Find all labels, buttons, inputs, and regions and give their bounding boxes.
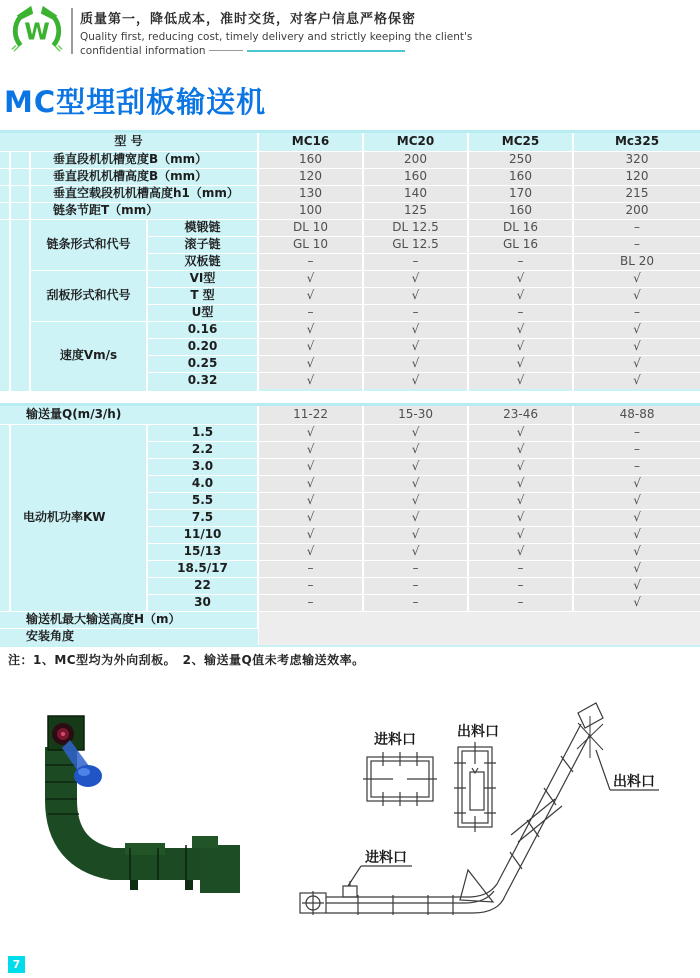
cell: 120 — [573, 169, 700, 186]
cell: √ — [258, 459, 363, 476]
cell: √ — [468, 493, 573, 510]
sub-label: 22 — [147, 578, 258, 595]
cell: √ — [363, 544, 468, 561]
cell: √ — [468, 442, 573, 459]
cell: – — [363, 305, 468, 322]
sub-label: U型 — [147, 305, 258, 322]
cell: √ — [363, 459, 468, 476]
cell: – — [258, 578, 363, 595]
cell: √ — [468, 425, 573, 442]
cell: GL 10 — [258, 237, 363, 254]
table-note: 注：1、MC型均为外向刮板。 2、输送量Q值未考虑输送效率。 — [8, 653, 365, 667]
sub-label: 7.5 — [147, 510, 258, 527]
page-title: MC型埋刮板输送机 — [4, 85, 267, 119]
cell: √ — [363, 476, 468, 493]
row-label: 垂直段机机槽宽度B（mm） — [30, 152, 258, 169]
cell: 215 — [573, 186, 700, 203]
logo-mark-right — [55, 45, 62, 51]
cell: √ — [468, 356, 573, 373]
cell: √ — [468, 373, 573, 391]
cell: – — [363, 561, 468, 578]
table-row — [0, 322, 700, 339]
sub-label: T 型 — [147, 288, 258, 305]
model-mc25: MC25 — [468, 132, 573, 152]
cell: √ — [258, 527, 363, 544]
cell: √ — [573, 561, 700, 578]
model-mc325: Mc325 — [573, 132, 700, 152]
row-label: 垂直空载段机机槽高度h1（mm） — [30, 186, 258, 203]
header-slogans — [80, 8, 640, 58]
capacity-range: 23-46 — [468, 405, 573, 425]
cell: – — [573, 305, 700, 322]
cell: √ — [363, 527, 468, 544]
table-row — [0, 271, 700, 288]
cell: √ — [258, 510, 363, 527]
cell: √ — [258, 322, 363, 339]
cell: √ — [573, 288, 700, 305]
inlet-top-label: 进料口 — [374, 732, 416, 748]
cell: – — [363, 595, 468, 612]
capacity-label: 输送量Q(m/3/h) — [0, 405, 258, 425]
spec-table-capacity — [0, 403, 700, 647]
logo-w-letter: W — [24, 19, 50, 46]
group-label-chain: 链条形式和代号 — [30, 220, 147, 271]
table-row — [0, 169, 700, 186]
table-row — [0, 203, 700, 220]
incline-section — [497, 724, 590, 896]
cell: GL 16 — [468, 237, 573, 254]
cell: √ — [258, 442, 363, 459]
cell: √ — [363, 288, 468, 305]
page-header — [0, 0, 700, 70]
cell: – — [258, 254, 363, 271]
cell: DL 10 — [258, 220, 363, 237]
cell: 320 — [573, 152, 700, 169]
cell: – — [258, 595, 363, 612]
cell: √ — [468, 322, 573, 339]
cell: √ — [468, 510, 573, 527]
cell: – — [573, 425, 700, 442]
cell: √ — [258, 476, 363, 493]
cell: √ — [363, 493, 468, 510]
cell: DL 12.5 — [363, 220, 468, 237]
sub-label: 1.5 — [147, 425, 258, 442]
sub-label: 5.5 — [147, 493, 258, 510]
cell: 200 — [363, 152, 468, 169]
cell: 130 — [258, 186, 363, 203]
cell: 160 — [258, 152, 363, 169]
cell: √ — [468, 459, 573, 476]
logo-left-arc — [15, 17, 20, 46]
row-label: 垂直段机机槽高度B（mm） — [30, 169, 258, 186]
cell: √ — [573, 373, 700, 391]
row-label: 安装角度 — [0, 629, 258, 647]
cell: √ — [573, 527, 700, 544]
table-row — [0, 612, 700, 629]
cell: √ — [258, 493, 363, 510]
cell: – — [468, 305, 573, 322]
cell: GL 12.5 — [363, 237, 468, 254]
cell: √ — [363, 425, 468, 442]
table-row — [0, 152, 700, 169]
cell: √ — [468, 288, 573, 305]
cell: DL 16 — [468, 220, 573, 237]
cell: √ — [573, 339, 700, 356]
cell: – — [258, 561, 363, 578]
slogan-chinese: 质量第一，降低成本，准时交货，对客户信息严格保密 — [80, 12, 417, 27]
cell: – — [573, 220, 700, 237]
cell: 100 — [258, 203, 363, 220]
row-label: 链条节距T（mm） — [30, 203, 258, 220]
outlet-top-view — [454, 742, 496, 832]
spec-table-main — [0, 130, 700, 391]
cell: √ — [468, 544, 573, 561]
cell: √ — [573, 271, 700, 288]
conveyor-chute — [45, 747, 240, 893]
cell: √ — [258, 356, 363, 373]
cell: √ — [258, 544, 363, 561]
sub-label: 0.32 — [147, 373, 258, 391]
slogan-english-line2: confidential information — [80, 44, 206, 57]
cell: √ — [468, 527, 573, 544]
cell: √ — [258, 288, 363, 305]
inlet-top-view — [363, 752, 437, 806]
inlet-side-label: 进料口 — [365, 850, 407, 866]
outlet-top-label: 出料口 — [457, 724, 499, 740]
model-header-row — [0, 132, 700, 152]
sub-label: 2.2 — [147, 442, 258, 459]
cell: 120 — [258, 169, 363, 186]
cell: √ — [363, 356, 468, 373]
motor — [74, 765, 102, 787]
cell: √ — [258, 373, 363, 391]
cell: – — [363, 578, 468, 595]
cell: – — [468, 578, 573, 595]
model-mc16: MC16 — [258, 132, 363, 152]
cell: √ — [573, 322, 700, 339]
capacity-range: 11-22 — [258, 405, 363, 425]
empty-cell — [258, 612, 700, 647]
cell: √ — [573, 356, 700, 373]
cell: 200 — [573, 203, 700, 220]
cell: – — [258, 305, 363, 322]
sub-label: 0.20 — [147, 339, 258, 356]
cell: √ — [573, 544, 700, 561]
sub-label: 双板链 — [147, 254, 258, 271]
sub-label: 11/10 — [147, 527, 258, 544]
sub-label: 4.0 — [147, 476, 258, 493]
cell: 160 — [363, 169, 468, 186]
cell: √ — [258, 425, 363, 442]
cell: √ — [363, 510, 468, 527]
group-label-power: 电动机功率KW — [10, 425, 147, 612]
conveyor-outline-drawing — [293, 688, 700, 940]
logo-wing-right — [41, 6, 57, 20]
group-label-speed: 速度Vm/s — [30, 322, 147, 391]
row-label: 输送机最大输送高度H（m） — [0, 612, 258, 629]
capacity-header-row — [0, 405, 700, 425]
cell: √ — [573, 493, 700, 510]
cell: √ — [363, 339, 468, 356]
cell: √ — [468, 271, 573, 288]
cell: – — [573, 459, 700, 476]
cell: – — [468, 595, 573, 612]
cell: √ — [258, 271, 363, 288]
sub-label: 0.16 — [147, 322, 258, 339]
decorative-teal-line — [247, 50, 405, 52]
outlet-side-label: 出料口 — [613, 774, 655, 790]
conveyor-product-photo — [35, 695, 275, 920]
cell: BL 20 — [573, 254, 700, 271]
model-mc20: MC20 — [363, 132, 468, 152]
company-logo-icon — [8, 4, 66, 58]
sub-label: 3.0 — [147, 459, 258, 476]
cell: 160 — [468, 203, 573, 220]
cell: √ — [363, 373, 468, 391]
sub-label: 30 — [147, 595, 258, 612]
logo-right-arc — [53, 17, 58, 46]
inlet-stub — [343, 886, 357, 897]
slogan-english-line1: Quality first, reducing cost, timely delivery and strictly keeping the client's — [80, 31, 473, 43]
cell: √ — [363, 322, 468, 339]
sub-label: 18.5/17 — [147, 561, 258, 578]
capacity-range: 15-30 — [363, 405, 468, 425]
logo-mark-left — [12, 45, 19, 51]
cell: 250 — [468, 152, 573, 169]
sub-label: 模锻链 — [147, 220, 258, 237]
group-label-scraper: 刮板形式和代号 — [30, 271, 147, 322]
table-row — [0, 220, 700, 237]
cell: – — [573, 442, 700, 459]
cell: 160 — [468, 169, 573, 186]
sub-label: 15/13 — [147, 544, 258, 561]
page-number-badge: 7 — [8, 956, 25, 973]
sub-label: 滚子链 — [147, 237, 258, 254]
inlet-leader — [348, 866, 412, 886]
header-divider — [71, 8, 73, 54]
logo-wing-left — [17, 6, 33, 20]
cell: √ — [363, 271, 468, 288]
cell: √ — [573, 476, 700, 493]
capacity-range: 48-88 — [573, 405, 700, 425]
cell: √ — [468, 476, 573, 493]
table-row — [0, 425, 700, 442]
cell: 170 — [468, 186, 573, 203]
cell: √ — [573, 510, 700, 527]
table-row — [0, 186, 700, 203]
cell: – — [468, 254, 573, 271]
cell: – — [363, 254, 468, 271]
cell: √ — [573, 595, 700, 612]
sub-label: 0.25 — [147, 356, 258, 373]
cell: 125 — [363, 203, 468, 220]
cell: √ — [258, 339, 363, 356]
model-header-label: 型 号 — [0, 132, 258, 152]
cell: – — [468, 561, 573, 578]
sub-label: VI型 — [147, 271, 258, 288]
decorative-gray-line — [209, 50, 243, 51]
cell: √ — [363, 442, 468, 459]
cell: √ — [468, 339, 573, 356]
cell: – — [573, 237, 700, 254]
cell: 140 — [363, 186, 468, 203]
cell: √ — [573, 578, 700, 595]
